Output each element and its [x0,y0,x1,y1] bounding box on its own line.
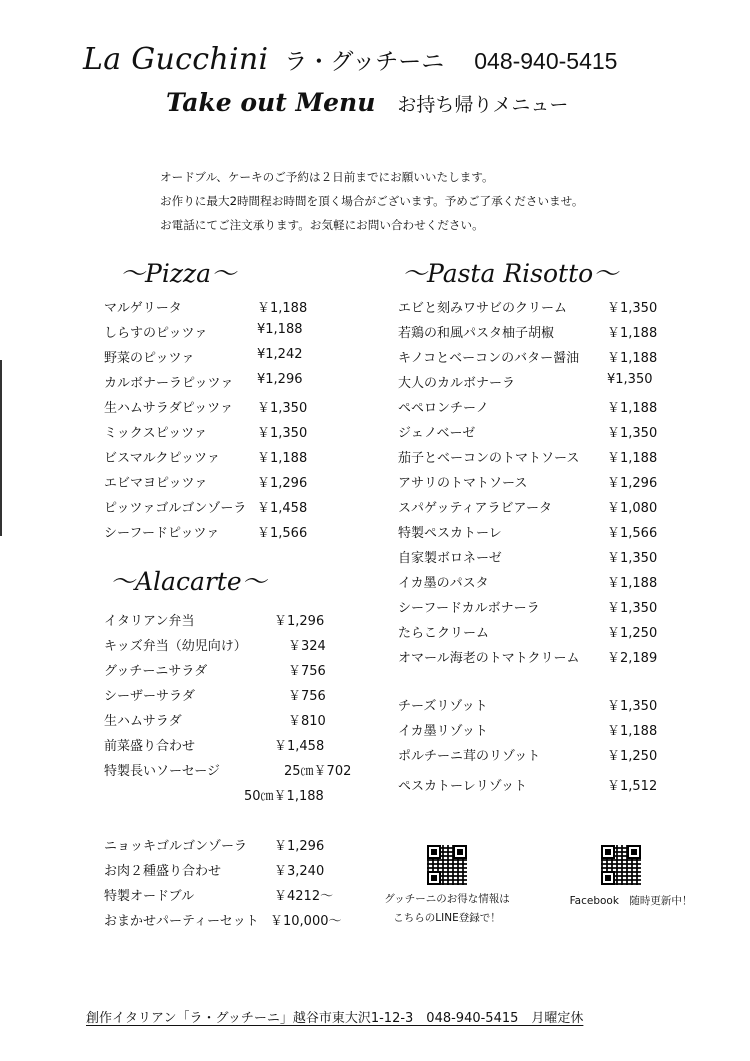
item-price: ￥1,188 [257,301,308,316]
item-price: ￥1,296 [607,476,658,491]
menu-item [104,907,354,932]
item-name: 自家製ボロネーゼ [398,551,502,566]
menu-item [104,469,314,494]
header-title-line [166,88,568,124]
item-name: 特製オードブル [104,889,195,904]
menu-item [104,444,314,469]
menu-item [398,619,668,644]
notice-line: お作りに最大2時間程お時間を頂く場合がございます。予めご了承くださいませ。 [160,194,584,208]
item-name: ジェノベーゼ [398,426,476,441]
menu-item [398,594,668,619]
item-price: ￥1,188 [607,351,658,366]
item-price: ￥1,458 [257,501,308,516]
pasta-risotto-section-title: ～Pasta Risotto～ [402,259,619,288]
menu-item [104,519,314,544]
item-price: ￥1,188 [607,326,658,341]
item-price: ￥1,350 [257,401,308,416]
item-name: マルゲリータ [104,301,182,316]
item-price: ￥1,188 [607,401,658,416]
item-price: ￥1,458 [274,739,325,754]
notice-line: お電話にてご注文承ります。お気軽にお問い合わせください。 [160,218,484,232]
item-name: 特製ペスカトーレ [398,526,502,541]
menu-item [104,394,314,419]
menu-item [398,569,668,594]
item-name: お肉２種盛り合わせ [104,864,222,879]
item-name: イカ墨リゾット [398,724,488,739]
item-name: しらすのピッツァ [104,326,208,341]
menu-item [398,394,668,419]
alacarte-list [104,607,352,807]
menu-item [398,544,668,569]
item-price: ￥4212～ [274,889,334,904]
item-name: ペスカトーレリゾット [398,779,527,794]
item-name: 特製長いソーセージ [104,764,220,779]
item-name: キッズ弁当（幼児向け） [104,639,247,654]
menu-item [398,344,668,369]
item-name: シーザーサラダ [104,689,195,704]
item-name: 生ハムサラダ [104,714,182,729]
menu-item [398,294,668,319]
menu-item [104,682,344,707]
menu-item [104,494,314,519]
menu-item [398,717,668,742]
item-name: シーフードピッツァ [104,526,220,541]
item-name: カルボナーラピッツァ [104,376,234,391]
caption-line: グッチーニのお得な情報は [384,893,510,905]
menu-item [104,882,354,907]
menu-item [104,857,354,882]
item-price: ￥756 [288,664,326,679]
pasta-list [398,294,668,669]
menu-item [104,607,344,632]
brand-name-japanese: ラ・グッチーニ [284,49,445,75]
item-price: ￥756 [288,689,326,704]
item-name: エビマヨピッツァ [104,476,208,491]
item-name: チーズリゾット [398,699,488,714]
item-name: ペペロンチーノ [398,401,489,416]
menu-item [398,419,668,444]
item-name: ポルチーニ茸のリゾット [398,749,541,764]
menu-item [398,644,668,669]
item-price: ￥1,188 [607,576,658,591]
item-name: スパゲッティアラビアータ [398,501,553,516]
item-price: ￥2,189 [607,651,658,666]
menu-item [104,832,354,857]
item-name: おまかせパーティーセット [104,914,259,929]
item-price: ￥1,566 [607,526,658,541]
alacarte-section-title: ～Alacarte～ [110,567,267,596]
item-price: ￥1,188 [607,451,658,466]
menu-title-english: Take out Menu [166,88,376,117]
item-price: ￥1,350 [607,699,658,714]
menu-item [104,369,314,394]
facebook-qr-caption: Facebook 随時更新中！ [569,895,693,907]
menu-item [398,519,668,544]
menu-item [398,319,668,344]
item-price: 25㎝￥702 [284,764,352,779]
item-price: 50㎝￥1,188 [244,789,324,804]
menu-title-japanese: お持ち帰りメニュー [397,94,569,116]
item-price: ￥1,350 [607,301,658,316]
item-price: ￥3,240 [274,864,325,879]
alacarte-list-extra [104,832,354,932]
menu-item [398,772,668,797]
item-price: ¥1,242 [257,347,303,362]
item-name: ビスマルクピッツァ [104,451,220,466]
item-name: エビと刻みワサビのクリーム [398,301,568,316]
item-price: ￥1,188 [607,724,658,739]
footer-address: 創作イタリアン「ラ・グッチーニ」越谷市東大沢1-12-3 048-940-5415 月曜定休 [86,1011,584,1026]
item-price: ￥10,000～ [270,914,342,929]
item-price: ¥1,188 [257,322,303,337]
menu-item [104,344,314,369]
item-price: ￥1,566 [257,526,308,541]
menu-item [398,369,668,394]
menu-item [104,782,344,807]
item-name: たらこクリーム [398,626,490,641]
menu-item [398,742,668,767]
line-qr-code[interactable] [427,845,467,885]
notice-block [160,165,583,237]
facebook-qr-code[interactable] [601,845,641,885]
phone-number: 048-940-5415 [474,48,618,74]
item-name: 野菜のピッツァ [104,351,195,366]
item-price: ￥810 [288,714,326,729]
item-name: 若鶏の和風パスタ柚子胡椒 [398,326,555,341]
menu-item [104,732,344,757]
item-price: ￥1,350 [607,601,658,616]
pizza-section-title: ～Pizza～ [120,259,237,288]
item-price: ￥1,296 [274,839,325,854]
menu-item [104,707,344,732]
menu-item [104,294,314,319]
item-name: イタリアン弁当 [104,614,195,629]
item-name: シーフードカルボナーラ [398,601,540,616]
item-price: ¥1,296 [257,372,303,387]
caption-line: こちらのLINE登録で！ [393,912,501,924]
item-price: ￥1,296 [257,476,308,491]
menu-item [104,419,314,444]
item-name: ミックスピッツァ [104,426,207,441]
item-name: 前菜盛り合わせ [104,739,196,754]
menu-item [104,757,352,782]
item-price: ￥1,350 [257,426,308,441]
header-brand-line [83,42,617,82]
item-name: 生ハムサラダピッツァ [104,401,233,416]
item-price: ￥324 [288,639,326,654]
item-price: ¥1,350 [607,372,653,387]
menu-item [104,657,344,682]
menu-item [104,319,314,344]
item-price: ￥1,350 [607,426,658,441]
item-name: キノコとベーコンのバター醤油 [398,351,580,366]
menu-item [398,444,668,469]
line-qr-caption [376,890,518,928]
item-name: グッチーニサラダ [104,664,208,679]
menu-item [398,494,668,519]
item-price: ￥1,512 [607,779,658,794]
item-price: ￥1,250 [607,626,658,641]
item-price: ￥1,080 [607,501,658,516]
page-edge-line [0,360,2,536]
menu-item [104,632,344,657]
item-name: ニョッキゴルゴンゾーラ [104,839,248,854]
pizza-list [104,294,314,544]
item-name: イカ墨のパスタ [398,576,489,591]
item-name: 茄子とベーコンのトマトソース [398,451,580,466]
risotto-list [398,692,668,797]
item-name: オマール海老のトマトクリーム [398,651,580,666]
item-price: ￥1,188 [257,451,308,466]
item-price: ￥1,250 [607,749,658,764]
item-price: ￥1,296 [274,614,325,629]
notice-line: オードブル、ケーキのご予約は２日前までにお願いいたします。 [160,170,494,184]
menu-item [398,469,668,494]
item-name: ピッツァゴルゴンゾーラ [104,501,247,516]
menu-item [398,692,668,717]
item-name: アサリのトマトソース [398,476,528,491]
brand-name-latin: La Gucchini [83,42,269,77]
item-price: ￥1,350 [607,551,658,566]
item-name: 大人のカルボナーラ [398,376,516,391]
